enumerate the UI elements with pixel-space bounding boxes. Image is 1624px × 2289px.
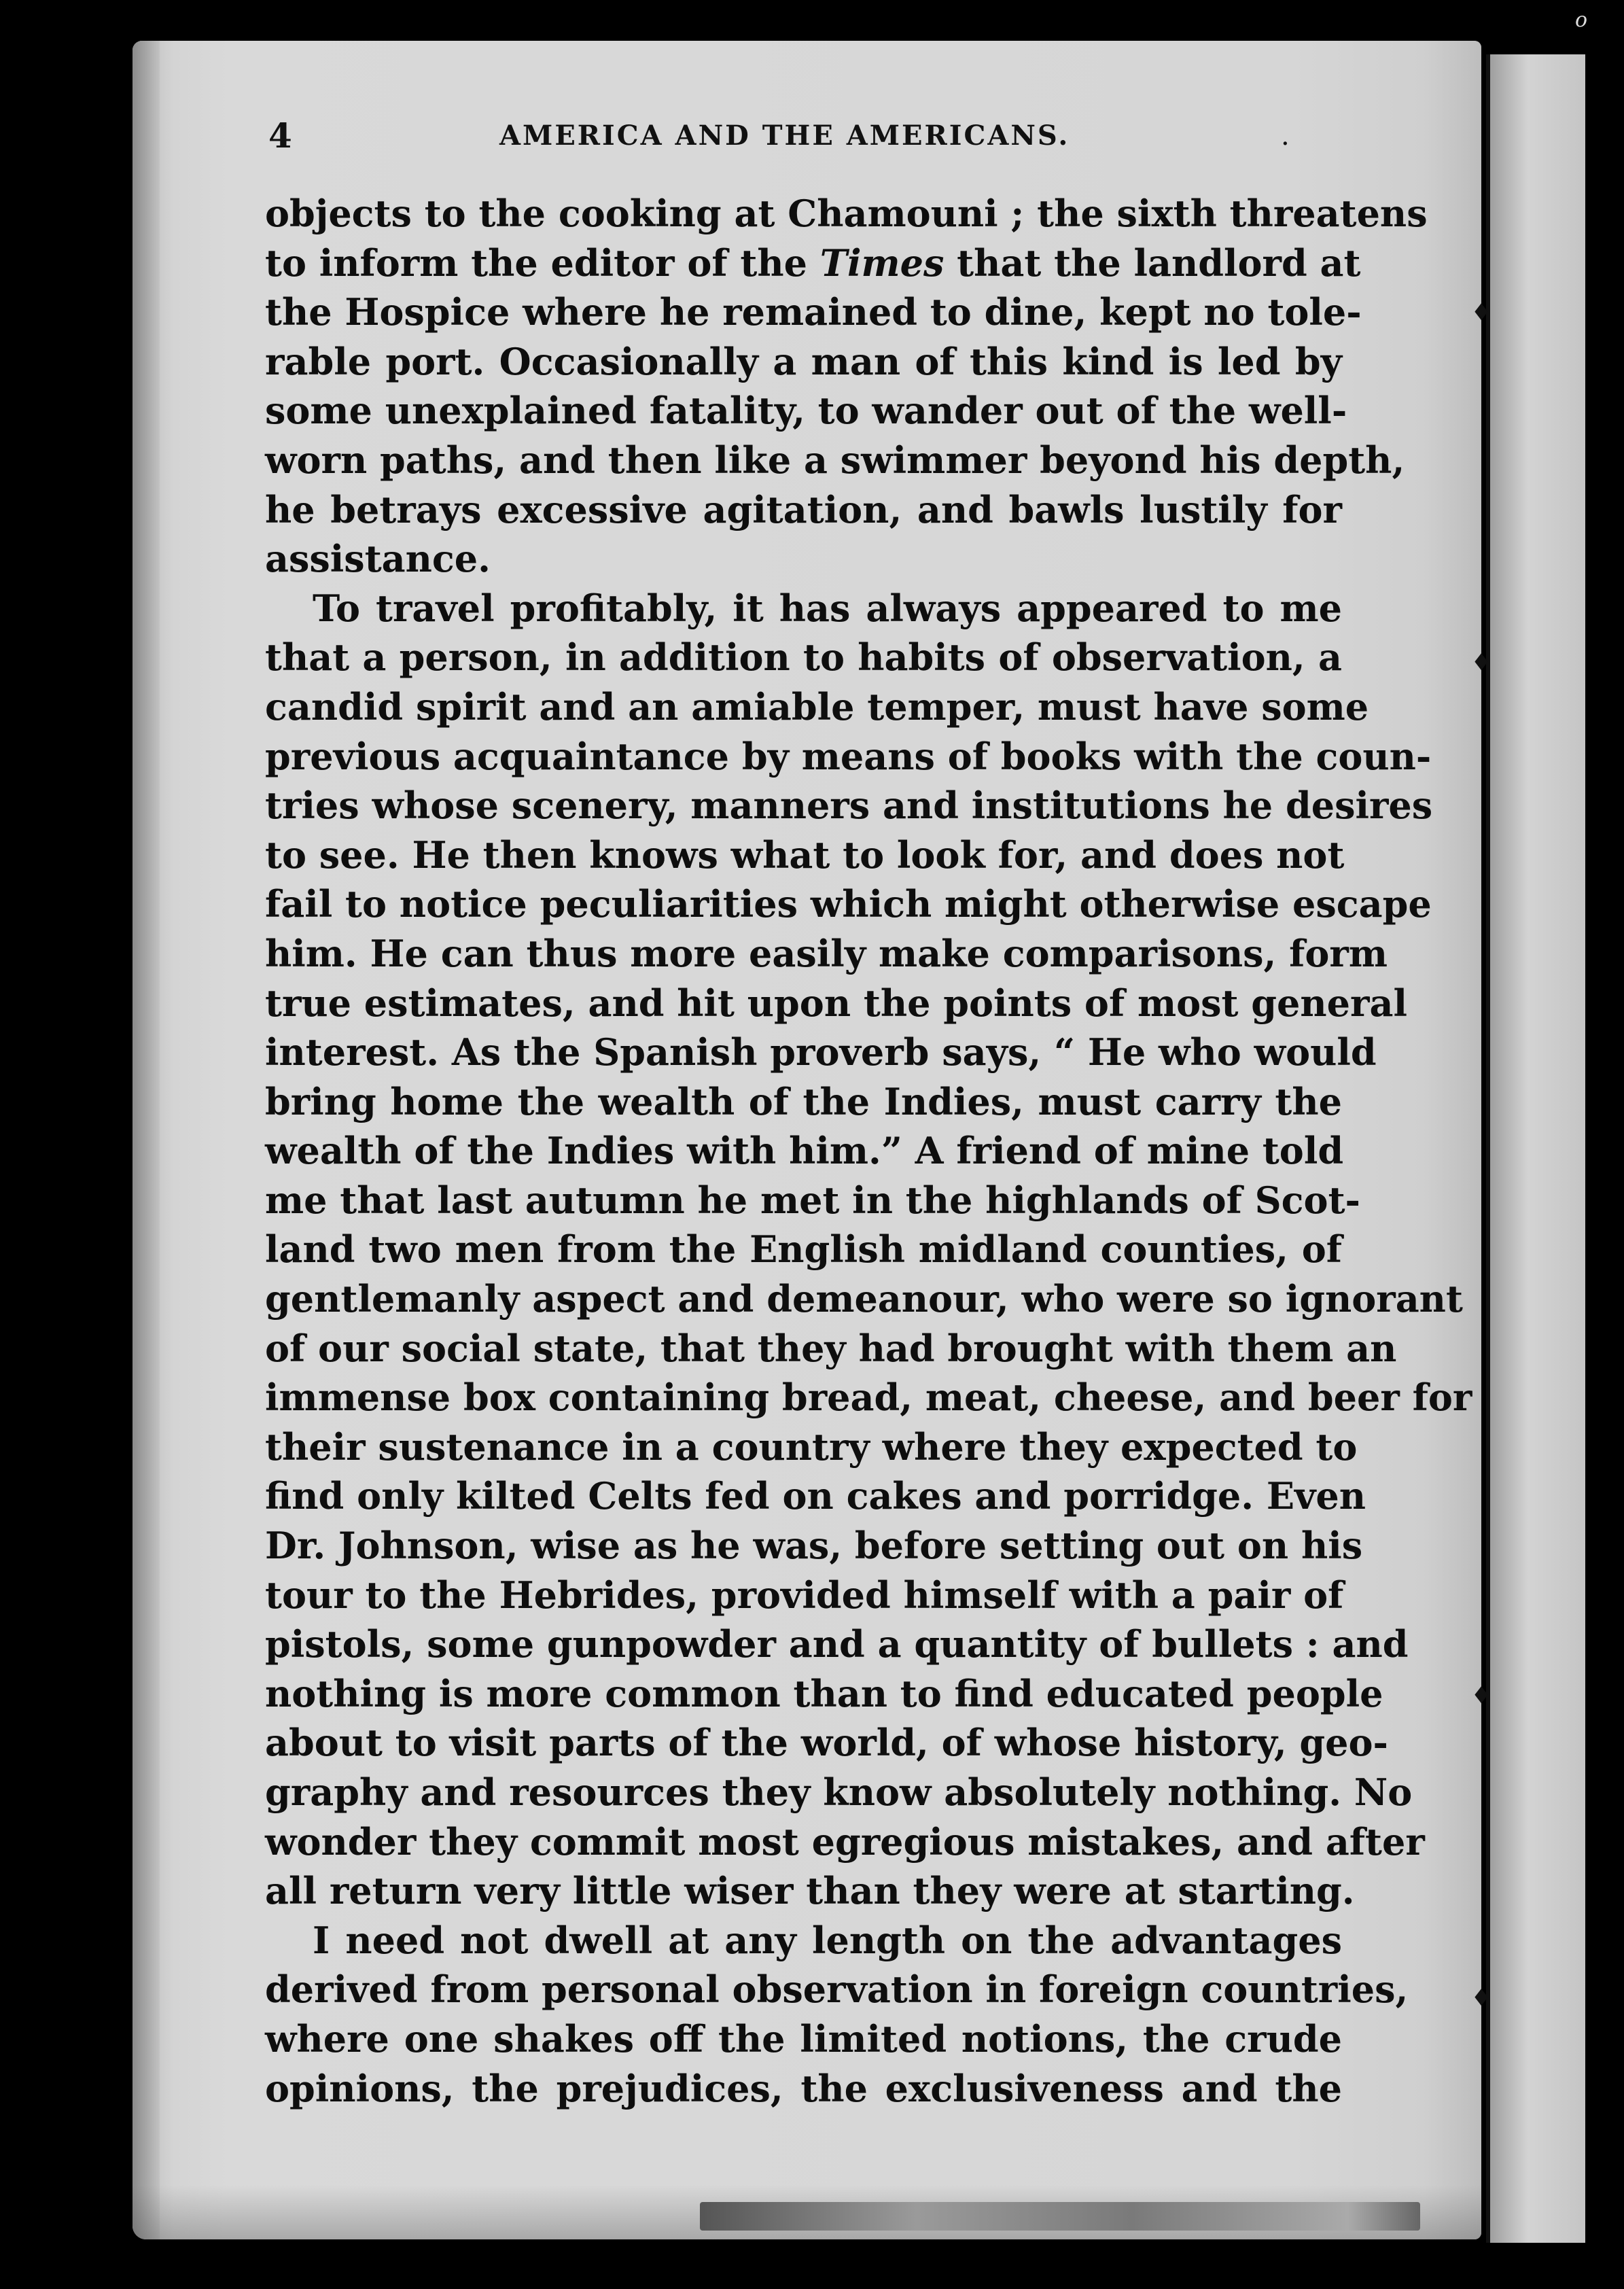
- text-line: nothing is more common than to find educated people: [265, 1671, 1383, 1715]
- binding-mark-icon: ♦: [1470, 649, 1492, 676]
- text-line-times: [265, 239, 1361, 288]
- page-header: [268, 109, 1342, 163]
- text-line: rable port. Occasionally a man of this kind is led by: [265, 339, 1342, 383]
- text-line: gentlemanly aspect and demeanour, who were so ignorant: [265, 1277, 1463, 1321]
- text-segment: that the landlord at: [944, 241, 1361, 285]
- text-line: bring home the wealth of the Indies, must carry the: [265, 1079, 1342, 1123]
- text-line: find only kilted Celts fed on cakes and porridge. Even: [265, 1474, 1366, 1518]
- text-line: some unexplained fatality, to wander out of the well-: [265, 389, 1347, 433]
- text-line: previous acquaintance by means of books with the coun-: [265, 734, 1432, 778]
- text-line: opinions, the prejudices, the exclusiveness and the: [265, 2066, 1342, 2110]
- text-line: that a person, in addition to habits of observation, a: [265, 635, 1342, 680]
- adjacent-page-paper: [1490, 54, 1585, 2243]
- paragraph-start-line: To travel profitably, it has always appeared to me: [313, 586, 1342, 630]
- text-line: assistance.: [265, 537, 491, 581]
- text-line: all return very little wiser than they were at starting.: [265, 1869, 1355, 1913]
- text-line: wonder they commit most egregious mistakes, and after: [265, 1819, 1425, 1864]
- binding-mark-icon: ♦: [1470, 299, 1492, 326]
- text-line: to see. He then knows what to look for, and does not: [265, 833, 1345, 877]
- adjacent-page-edge: [1486, 54, 1585, 2243]
- text-line: tries whose scenery, manners and institutions he desires: [265, 784, 1433, 828]
- text-line: wealth of the Indies with him.” A friend of mine told: [265, 1129, 1344, 1173]
- text-line: where one shakes off the limited notions, the crude: [265, 2016, 1342, 2061]
- running-title: AMERICA AND THE AMERICANS.: [499, 120, 1070, 152]
- text-line: worn paths, and then like a swimmer beyond his depth,: [265, 438, 1405, 482]
- text-segment: to inform the editor of the: [265, 241, 820, 285]
- text-line: land two men from the English midland counties, of: [265, 1227, 1342, 1272]
- italic-title: Times: [819, 241, 945, 285]
- text-line: their sustenance in a country where they expected to: [265, 1425, 1358, 1469]
- text-line: objects to the cooking at Chamouni ; the sixth threatens: [265, 192, 1428, 235]
- text-line: him. He can thus more easily make comparisons, form: [265, 931, 1388, 975]
- text-line: graphy and resources they know absolutely nothing. No: [265, 1770, 1413, 1814]
- binding-mark-icon: ♦: [1470, 1985, 1492, 2012]
- text-line: fail to notice peculiarities which might otherwise escape: [265, 882, 1432, 926]
- text-line: Dr. Johnson, wise as he was, before setting out on his: [265, 1524, 1363, 1568]
- text-line: me that last autumn he met in the highlands of Scot-: [265, 1178, 1360, 1222]
- binding-mark-icon: ♦: [1470, 1682, 1492, 1709]
- page-gutter-shadow: [133, 41, 160, 2239]
- page-number: 4: [268, 116, 292, 156]
- text-line: candid spirit and an amiable temper, must have some: [265, 684, 1369, 729]
- page-bottom-edge: [700, 2202, 1420, 2231]
- text-line: pistols, some gunpowder and a quantity of bullets : and: [265, 1622, 1409, 1666]
- paragraph-start-line: I need not dwell at any length on the advantages: [313, 1918, 1342, 1962]
- text-line: about to visit parts of the world, of whose history, geo-: [265, 1721, 1388, 1765]
- text-line: the Hospice where he remained to dine, kept no tole-: [265, 290, 1362, 334]
- text-line: of our social state, that they had brought with them an: [265, 1326, 1397, 1370]
- text-line: immense box containing bread, meat, cheese, and beer for: [265, 1376, 1472, 1420]
- body-text: [265, 189, 1472, 2113]
- text-line: tour to the Hebrides, provided himself with a pair of: [265, 1573, 1344, 1617]
- text-line: true estimates, and hit upon the points of most general: [265, 981, 1407, 1025]
- text-line: he betrays excessive agitation, and bawls lustily for: [265, 487, 1342, 531]
- header-mark: .: [1281, 120, 1290, 152]
- text-line: interest. As the Spanish proverb says, “ He who would: [265, 1030, 1377, 1074]
- text-line: derived from personal observation in foreign countries,: [265, 1968, 1409, 2012]
- corner-mark: o: [1575, 8, 1588, 32]
